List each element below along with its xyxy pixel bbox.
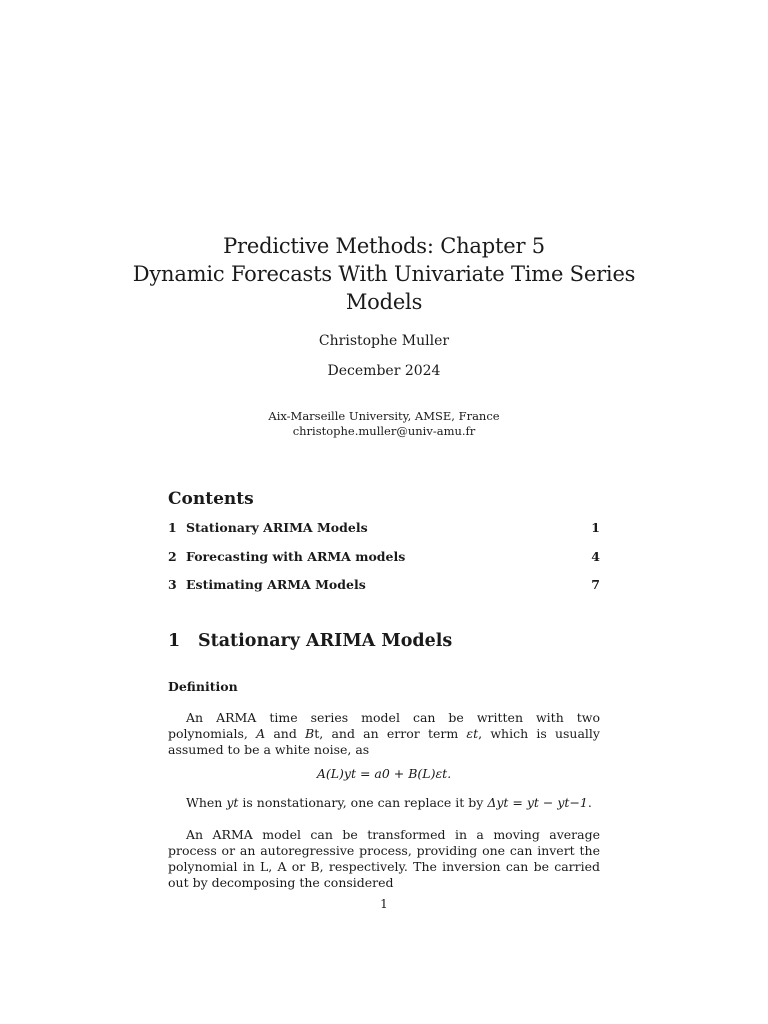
- math-expression: Δyt = yt − yt−1: [487, 795, 588, 810]
- para-text: .: [587, 795, 592, 810]
- math-symbol: B: [305, 726, 315, 741]
- email: christophe.muller@univ-amu.fr: [292, 424, 476, 438]
- toc-entry-page: 4: [591, 548, 600, 564]
- toc-entry-page: 1: [591, 520, 600, 535]
- para-text: An ARMA model can be transformed in a moving average process or an autoregressive process, providing one can invert the polynomial in L, A or B, respectively. The inversion can be carried out by decomposing the considered: [168, 827, 600, 890]
- toc-entry-title: Stationary ARIMA Models: [186, 520, 368, 535]
- toc-entry-title: Estimating ARMA Models: [186, 577, 366, 592]
- contents-heading: Contents: [168, 489, 254, 509]
- section-title: Stationary ARIMA Models: [198, 631, 453, 651]
- toc-entry-page: 7: [591, 577, 600, 592]
- affiliation: [0, 409, 768, 439]
- title-line-3: Models: [345, 290, 423, 314]
- toc-entry[interactable]: [168, 520, 600, 549]
- paragraph-definition: [168, 710, 600, 758]
- toc-entry[interactable]: [168, 549, 600, 578]
- toc-entry-number: 2: [168, 548, 177, 564]
- paragraph-nonstationary: [168, 795, 600, 811]
- para-text: t, and an error term: [314, 726, 467, 741]
- math-symbol: yt: [226, 795, 239, 810]
- toc-entry-number: 1: [168, 520, 177, 535]
- table-of-contents: [168, 520, 600, 606]
- institution: Aix-Marseille University, AMSE, France: [268, 409, 500, 423]
- toc-entry-title: Forecasting with ARMA models: [186, 548, 406, 564]
- section-number: 1: [168, 631, 181, 651]
- date: December 2024: [327, 363, 441, 379]
- section-heading: [168, 631, 452, 651]
- toc-entry-number: 3: [168, 577, 177, 592]
- equation-text: A(L)yt = a0 + B(L)εt.: [316, 766, 452, 781]
- para-text: , which is usually assumed to be a white noise, as: [168, 726, 600, 757]
- math-symbol: A: [256, 726, 266, 741]
- author: Christophe Muller: [318, 333, 450, 349]
- para-text: An ARMA time series model can be written with two polynomials,: [168, 710, 600, 741]
- para-text: and: [265, 726, 306, 741]
- equation-arma: [0, 766, 768, 781]
- math-symbol: εt: [466, 726, 479, 741]
- toc-entry[interactable]: [168, 577, 600, 606]
- page-number: 1: [380, 897, 388, 911]
- para-text: is nonstationary, one can replace it by: [238, 795, 488, 810]
- document-title: [0, 232, 768, 316]
- title-line-2: Dynamic Forecasts With Univariate Time Series: [132, 262, 636, 286]
- para-text: When: [186, 795, 227, 810]
- subheading-definition: Definition: [168, 679, 238, 694]
- title-line-1: Predictive Methods: Chapter 5: [223, 234, 545, 258]
- paragraph-transformation: [168, 827, 600, 891]
